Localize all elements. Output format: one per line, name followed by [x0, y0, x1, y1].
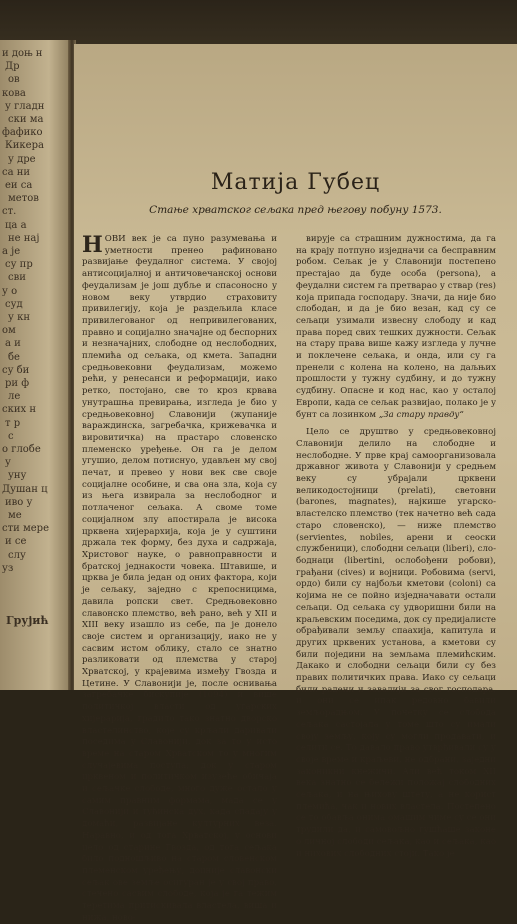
left-page-text-fragment: метов: [8, 193, 39, 205]
left-page-text-fragment: сви: [8, 272, 26, 284]
paragraph: [296, 234, 496, 421]
article-right-column: [296, 234, 496, 860]
left-page-text-fragment: Душан ц: [2, 483, 48, 495]
left-page-text-fragment: о глобе: [2, 444, 41, 455]
left-page-text-fragment: у: [5, 457, 11, 469]
left-page-text-fragment: су би: [2, 364, 30, 376]
article-title: Матија Губец: [210, 170, 381, 195]
paragraph: [296, 427, 496, 860]
left-page-text-fragment: са ни: [2, 166, 31, 178]
left-page-text-fragment: у о: [2, 285, 18, 297]
left-page-text-fragment: с: [8, 430, 14, 442]
left-page-text-fragment: а је: [2, 246, 21, 257]
left-page-text-fragment: а и: [5, 338, 21, 350]
left-page-text-fragment: слу: [8, 549, 26, 561]
paragraph-text: вирује са страшним дужностима, да га на крају потпуно изједначи са бесправним робом. Сељак је у Славонији постепено престајао да буде особа (persona), а феудални систем га претварао у ствар (res) која припада господару. Значи, да није био слободан, и да је био везан, кад су се сељаци узимали извесну слободу и кад права поред свих тешких дужности. Сељак на стару права више кажу изгледа у лучне и поклечене сељака, и онда, или су га пренели с колена на колено, на даљњих прошлости у тужну судбину, и до тужну судбину. Опасне и код нас, као у осталој Европи, када се сељак развијао, полако је у бунт са лозинком: [296, 234, 496, 420]
left-page-text-fragment: у кн: [8, 312, 30, 323]
right-page: [74, 44, 517, 923]
left-page-author: Грујић: [6, 614, 49, 627]
left-page-text-fragment: и доњ н: [2, 48, 43, 59]
paragraph: [82, 234, 277, 924]
left-page-text-fragment: кова: [2, 87, 26, 99]
left-page-text-fragment: сти мере: [2, 523, 49, 535]
article-subtitle: Стање хрватског сељака пред његову побуну 1573.: [149, 204, 442, 216]
left-page-text-fragment: ских н: [2, 404, 36, 416]
left-page: [0, 40, 70, 690]
left-page-text-fragment: суд: [5, 298, 23, 310]
left-page-text-fragment: т р: [5, 417, 21, 429]
left-page-text-fragment: Др: [5, 61, 20, 73]
left-page-text-fragment: бе: [8, 351, 20, 363]
left-page-text-fragment: и се: [5, 536, 27, 548]
left-page-text-fragment: ри ф: [5, 378, 30, 389]
left-page-text-fragment: иво у: [5, 496, 33, 508]
left-page-text-fragment: ле: [8, 391, 21, 403]
left-page-text-fragment: ски ма: [8, 114, 44, 125]
left-page-text-fragment: уз: [2, 562, 14, 574]
left-page-text-fragment: у дре: [8, 153, 36, 165]
left-page-text-fragment: ме: [8, 510, 22, 521]
paragraph-text: ОВИ век је са пуно разумевања и уметности пренео рафиновано развијање феудалног система. У својој антисоцијалној и античовечанској основи феудализам је још дубље и спасоносно у новом веку утврдио страховиту привилегију, која је раздељила класе привилегованог од непривилегованих, правно и социјално значајне од беспорних и незначајних, слободне од неслободних, племића од сељака, од кмета. Западни средњовековни феудализам, можемо рећи, у ренесанси и реформацији, иако ретко, постојано, све то кроз крвава унутрашња превирања, изгледа је био у средњовековној Славонији (жупанијe вараждинска, загребачка, крижевачка и вировитичка) на прастаро словенско племенско уређење. Он га је делом угушио, делом потиснуо, удављен му свој печат, и превео у нови век све своје социјалне особине, и сва она зла, која су из њега извирала за неслободног и потлаченог сељака. А своме томе социјалном злу апостирала је висока црквена хијерархија, која је у суштини држала тек форму, без духа и садржаја, Христовог науке, о равноправности и братској једнакости човека. Штавише, и црква је била један од оних фактора, који је сељаку, заједно с крепосницима, давила ропски свет. Средњовековно славонско племство, већ рано, већ у XII и XIII веку изашло из себе, па је донело своје систем и организацију, иако не у сасвим истом облику, стало се знатно разликовати од племства у старој Хрватској, у крајевима измeђу Гвоздa и Цетине. У Славонији је, после оснивања загребачке бискупије (1094) и вишe политичкој власти од угарских хијерарија, градило тако знатно дворско властелинство, које су крљали даривали поседима у Славонији, док за то у исто време на старом Хрватском то у многим случајевима поступа; док у старом црквеном и политичком изузеће обичаја и сељачке слободе, много дуже остало у самим правним формама, мада се у Славонији и туђинска дух, кадa спадају у домаћи, развијане културних веза. Наравно, и од тога Хрватској, у основи цело од старине Гвоздa, од тога сељака било подношљиво на старом словенском племенском уређењу, доцније славонски сељак ове земље осигуран је у свој правo, стечено сасвим слободe, која је га тежим теретима притискивала властела, вишa и нижа, ново-: [82, 234, 277, 923]
left-page-text-fragment: су пр: [5, 259, 33, 271]
article-left-column: [82, 234, 277, 924]
drop-cap: Н: [82, 232, 103, 258]
left-page-text-fragment: не нај: [8, 232, 40, 244]
left-page-text-fragment: у гладн: [5, 100, 45, 112]
left-page-text-fragment: ом: [2, 325, 16, 337]
left-page-text-fragment: Кикера: [5, 140, 44, 152]
left-page-text-fragment: еи са: [5, 180, 33, 191]
left-page-text-fragment: ов: [8, 74, 20, 86]
left-page-text-fragment: ст.: [2, 206, 17, 218]
paragraph-text: Целo се друштво у средњовековној Славонији делило на слободне и неслободне. У прве крај самоорганизовала државног живота у Славонији у средњем веку су убрајали црквени великодостојници (prelati), световни (barones, magnates), најкише угарско-властелско племство (тек начетно већ сада старо словенско), — ниже племство (servientes, nobiles, арени и сеоски службеници), слободни сељаци (liberi), слободнаци (libertini, ослобођени робови), грађани (cives) и војници. Робовима (servi, ордо) били су најбољи кметови (coloni) са којима не се пойно изједначавати остали сељаци. Од сељака су удворишни били на краљевским поседима, док су предијалисте обрађивали земљу спаахија, капитула и других црквених установа, а кметови су били поједини на земљама племићским. Дакако и слободни сељаци били су без правих политичких права. Иако су сељаци били радени и завалији за свог господара, и они се ипак редовно бавили земљорадњом. У почетку се слобода сељака састојала у томе што су имали своју земљу, коју су могли продавати, и селити се. То давало право утврђивали су у своје време и краљеви, не одбрани, заједни законикни кнежичи. Али већ током XII века знатно се бележи положај слободних сељака, и на њихову штету, а не корист племића, чак и нових властела. Постепено се то обавља онима омашим чиме су се они трудили да, и самовољно гушћаше законе о личној слободи сељака, као и сељака, као и нихових слободних стоји. Тако је: [296, 427, 497, 859]
motto: „За стару правду“: [378, 409, 464, 420]
left-page-text-fragment: фафико: [2, 127, 43, 139]
left-page-text-fragment: ца а: [5, 219, 27, 231]
left-page-text-fragment: уну: [8, 470, 27, 482]
